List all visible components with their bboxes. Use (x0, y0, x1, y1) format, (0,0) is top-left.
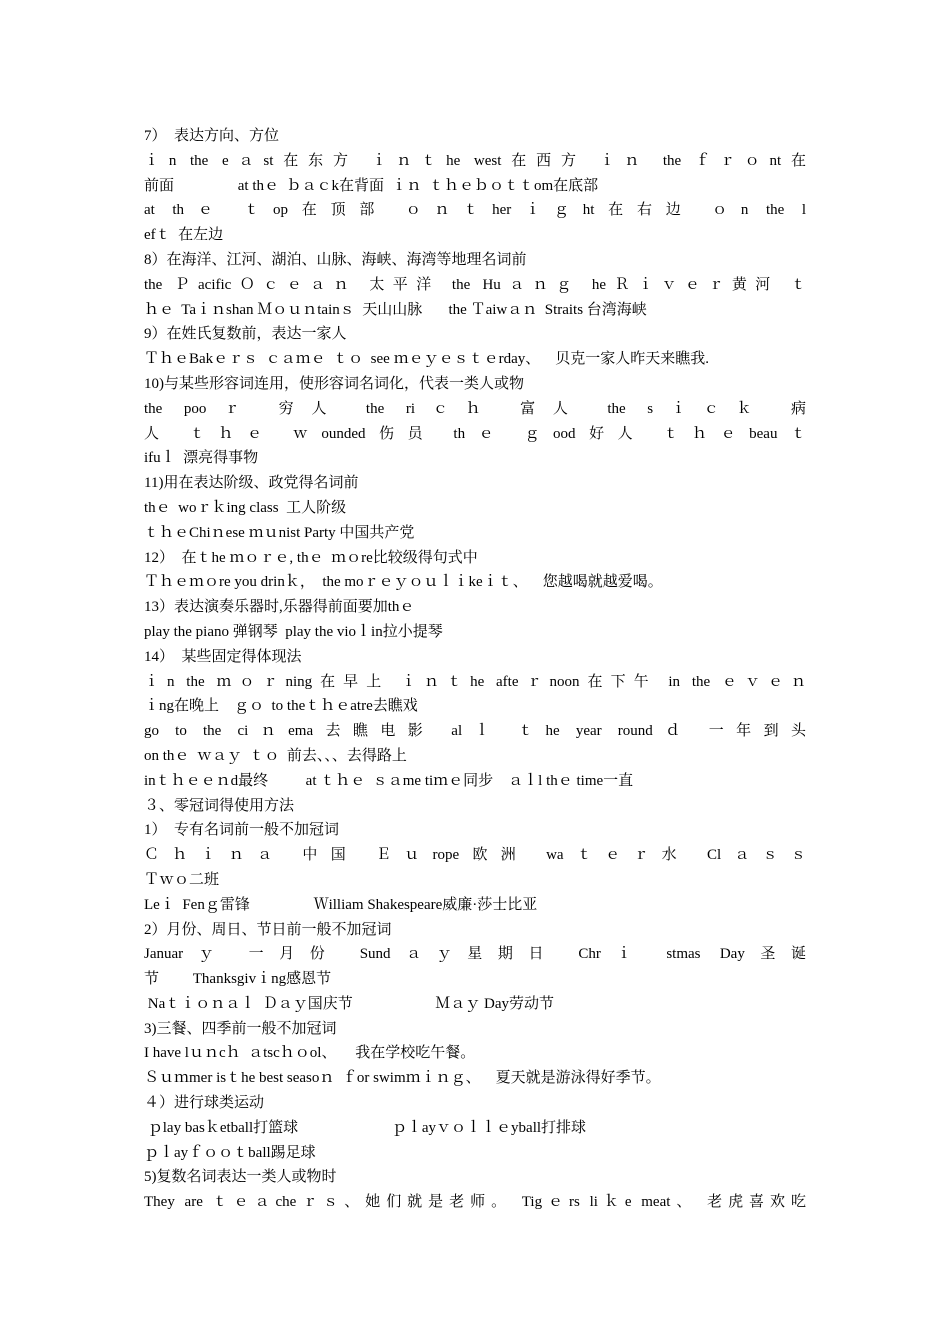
text-line: 8）在海洋、江河、湖泊、山脉、海峡、海湾等地理名词前 (144, 251, 527, 268)
text-line: ifuｌ 漂亮得事物 (144, 450, 259, 467)
text-line: Ｔｈｅｍｏre you drinｋ， the moｒｅｙｏｕｌｉkeｉｔ、 您越喝就越爱喝。 (144, 574, 663, 591)
text-line: 3)三餐、四季前一般不加冠词 (144, 1020, 337, 1037)
text-line: 14） 某些固定得体现法 (144, 648, 302, 665)
text-line: 13）表达演奏乐器时,乐器得前面要加thｅ (144, 599, 415, 616)
text-line: Januarｙ 一月份 Sundａｙ星期日 Chrｉ stmas Day圣诞 (144, 946, 806, 963)
text-line: I have lｕｎcｈ ａtscｈｏol、 我在学校吃午餐。 (144, 1045, 476, 1062)
text-line: 11)用在表达阶级、政党得名词前 (144, 475, 359, 492)
text-line: 前面 at thｅ ｂａｃk在背面 ｉｎ ｔｈｅｂｏｔｔom在底部 (144, 177, 599, 194)
text-line: 5)复数名词表达一类人或物时 (144, 1169, 337, 1186)
text-line: go to the ciｎema去瞧电影 alｌ ｔhe year roundｄ 一年到头 (144, 723, 806, 740)
text-line: 节 Thanksgivｉng感恩节 (144, 971, 332, 988)
text-line: the ＰacificＯｃｅａｎ 太平洋 the Huａｎｇ heＲｉｖｅｒ黄河 ｔ (144, 276, 806, 293)
text-line: ｐlay basｋetball打篮球 ｐｌayｖｏｌｌｅyball打排球 (144, 1119, 587, 1136)
text-line: 人 ｔｈｅ ｗounded伤员 thｅ ｇood好人 ｔｈｅbeauｔ (144, 425, 806, 442)
text-line: inｔｈｅｅｎd最终 at ｔｈｅ ｓａme tiｍｅ同步 ａｌl thｅ time一直 (144, 772, 634, 789)
text-line: ＴｈｅBakｅｒｓ ｃａｍｅ ｔｏ see ｍｅｙｅｓｔｅrday、 贝克一家人昨天来瞧我. (144, 351, 709, 368)
text-line: ｉn the ｍｏｒning在早上 ｉｎｔhe afteｒnoon在下午 in the ｅｖｅｎ (144, 673, 806, 690)
text-line: ｈｅ Taｉｎshan Ｍｏｕｎtainｓ 天山山脉 the Ｔaiwａｎ Straits 台湾海峡 (144, 301, 647, 318)
text-line: on thｅ ｗａｙ ｔｏ 前去、、、去得路上 (144, 747, 407, 764)
text-line: the pooｒ 穷人 the riｃｈ 富人 the sｉｃｋ 病 (144, 400, 806, 417)
text-line: 1） 专有名词前一般不加冠词 (144, 822, 340, 839)
text-line: thｅ woｒｋing class 工人阶级 (144, 499, 347, 516)
text-line: 12） 在ｔhe ｍｏｒｅ, thｅ ｍｏre比较级得句式中 (144, 549, 478, 566)
text-line: Ｃｈｉｎａ 中国 Ｅｕrope欧洲 waｔｅｒ水 Clａｓｓ (144, 847, 806, 864)
text-line: 9）在姓氏复数前，表达一家人 (144, 326, 347, 343)
text-line: ｉn the eａst在东方 ｉｎｔhe west在西方 ｉｎ the ｆｒｏnt在 (144, 152, 806, 169)
text-line: efｔ 在左边 (144, 227, 224, 244)
text-line: ｐｌayｆｏｏｔball踢足球 (144, 1144, 316, 1161)
text-line: ４）进行球类运动 (144, 1095, 265, 1112)
text-line: 2）月份、周日、节日前一般不加冠词 (144, 921, 392, 938)
text-line: Ｓｕｍmer isｔhe best seasoｎ ｆor swimｍｉｎｇ、 夏天就是游泳得好季节。 (144, 1070, 661, 1087)
document-page (144, 124, 806, 1215)
text-line: Ｔｗｏ二班 (144, 871, 220, 888)
text-line: play the piano 弹钢琴 play the vioｌin拉小提琴 (144, 623, 443, 640)
text-line: 10)与某些形容词连用，使形容词名词化，代表一类人或物 (144, 375, 524, 392)
text-line: ３、零冠词得使用方法 (144, 797, 295, 814)
text-line: ｉng在晚上 ｇｏ to theｔｈｅatre去瞧戏 (144, 698, 418, 715)
text-line: They are ｔｅａcheｒｓ、她们就是老师。 Tigｅrs liｋe meat、 老虎喜欢吃 (144, 1194, 806, 1211)
text-line: Naｔｉｏｎａｌ Ｄａｙ国庆节 Ｍａｙ Day劳动节 (144, 995, 554, 1012)
text-line: Leｉ Fenｇ雷锋 Ｗilliam Shakespeare威廉·莎士比亚 (144, 896, 538, 913)
text-line: at thｅ ｔop在顶部 ｏｎｔherｉｇht在右边 ｏn the l (144, 202, 806, 219)
text-line: 7） 表达方向、方位 (144, 128, 280, 144)
text-line: ｔｈｅChiｎese ｍｕnist Party 中国共产党 (144, 524, 415, 541)
